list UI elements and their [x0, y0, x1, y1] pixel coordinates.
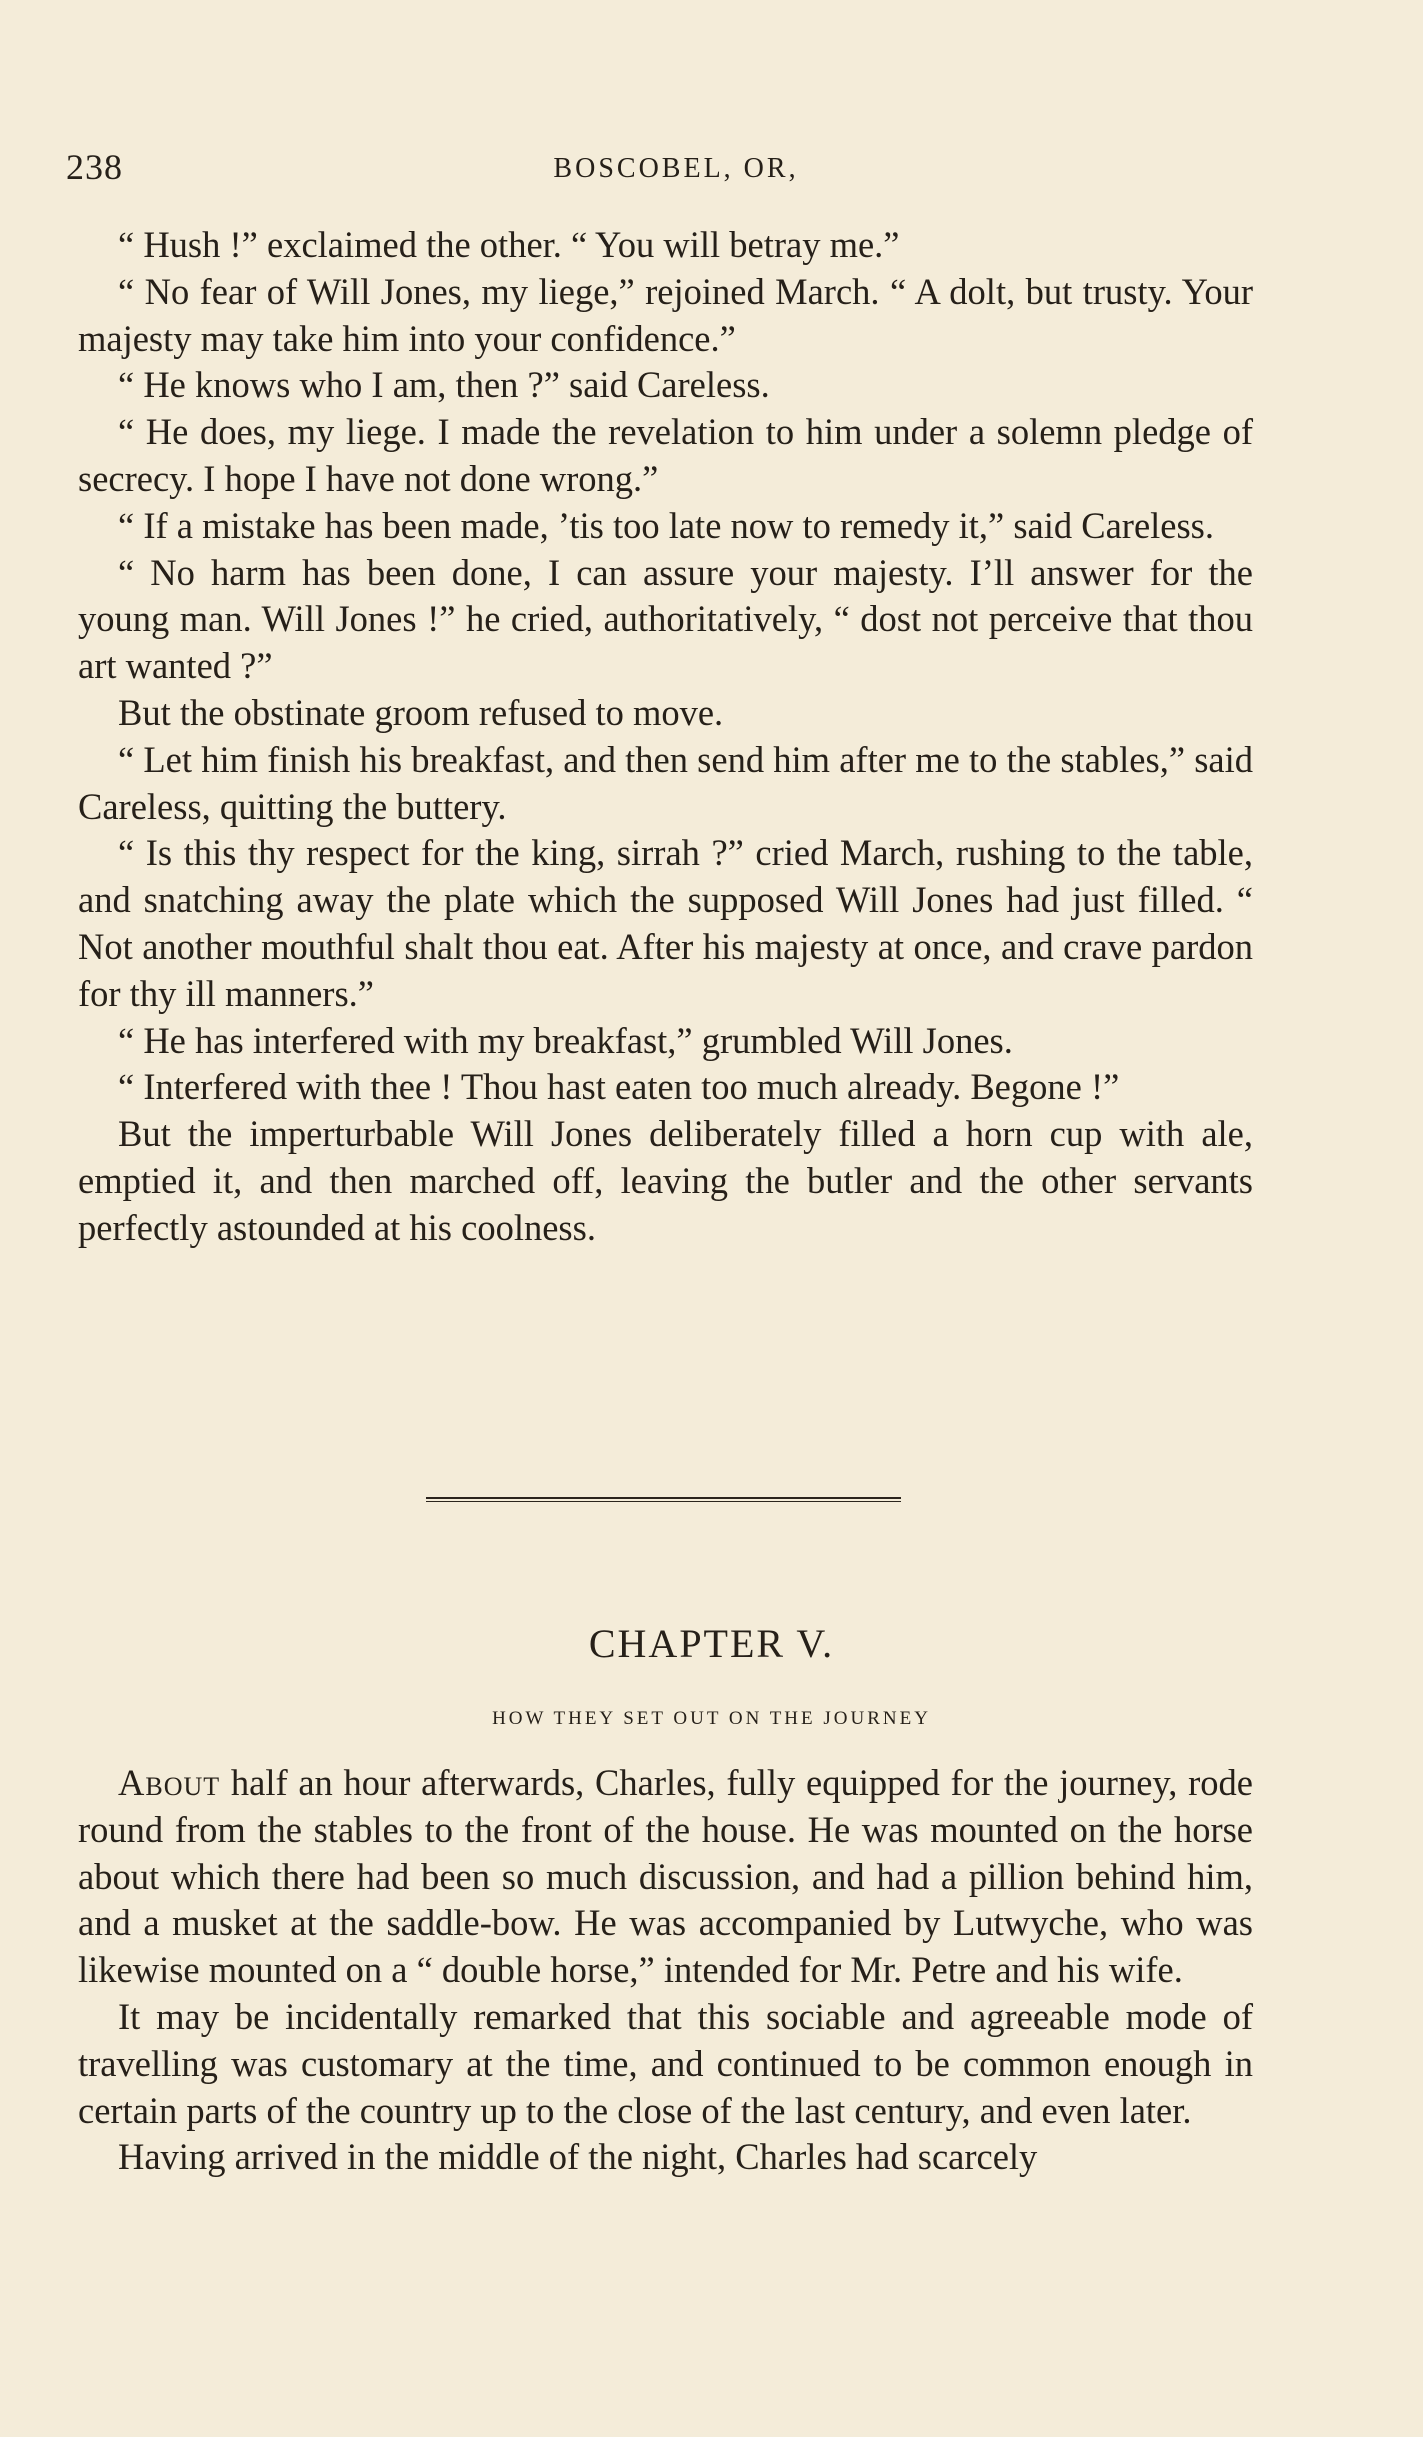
paragraph: “ He knows who I am, then ?” said Careless. — [118, 364, 770, 406]
paragraph: Having arrived in the middle of the night, Charles had scarcely — [118, 2136, 1038, 2178]
paragraph: But the imperturbable Will Jones deliberately filled a horn cup with ale, emptied it, and then marched off, leaving the butler and the other servants perfectly astounded at his coolness. — [78, 1113, 1253, 1248]
section-divider — [426, 1497, 901, 1502]
paragraph: “ He does, my liege. I made the revelation to him under a solemn pledge of secrecy. I hope I have not done wrong.” — [78, 411, 1253, 499]
paragraph: “ He has interfered with my breakfast,” grumbled Will Jones. — [118, 1019, 1013, 1061]
paragraph: “ Is this thy respect for the king, sirrah ?” cried March, rushing to the table, and snatching away the plate which the supposed Will Jones had just filled. “ Not another mouthful shalt thou eat. After his majesty at once, and crave pardon for thy ill manners.” — [78, 832, 1253, 1014]
running-head — [66, 146, 1286, 196]
paragraph: “ No fear of Will Jones, my liege,” rejoined March. “ A dolt, but trusty. Your majesty may take him into your confidence.” — [78, 270, 1253, 359]
paragraph: It may be incidentally remarked that this sociable and agreeable mode of travelling was customary at the time, and continued to be common enough in certain parts of the country up to the close of the last century, and even later. — [78, 1995, 1253, 2131]
passage-bottom — [78, 1760, 1253, 2181]
opening-paragraph-text: half an hour afterwards, Charles, fully equipped for the journey, rode round from the stables to the front of the house. He was mounted on the horse about which there had been so much discussion, and had a pillion behind him, and a musket at the saddle-bow. He was accompanied by Lutwyche, who was likewise mounted on a “ double horse,” intended for Mr. Petre and his wife. — [78, 1762, 1253, 1991]
passage-top — [78, 222, 1253, 1252]
paragraph: “ Let him finish his breakfast, and then send him after me to the stables,” said Careless, quitting the buttery. — [78, 738, 1253, 827]
opening-paragraph — [78, 1760, 1253, 1994]
chapter-title: CHAPTER V. — [588, 1621, 835, 1666]
paragraph: “ Hush !” exclaimed the other. “ You will betray me.” — [118, 224, 900, 265]
page-number: 238 — [66, 147, 123, 187]
paragraph: “ No harm has been done, I can assure your majesty. I’ll answer for the young man. Will Jones !” he cried, authoritatively, “ dost not perceive that thou art wanted ?” — [78, 551, 1253, 687]
paragraph: “ Interfered with thee ! Thou hast eaten too much already. Begone !” — [118, 1066, 1120, 1108]
paragraph: But the obstinate groom refused to move. — [118, 691, 724, 733]
paragraph: “ If a mistake has been made, ’tis too late now to remedy it,” said Careless. — [118, 504, 1215, 546]
opening-word: About — [118, 1762, 221, 1803]
running-title: BOSCOBEL, OR, — [553, 153, 799, 184]
chapter-subtitle: HOW THEY SET OUT ON THE JOURNEY — [492, 1708, 931, 1729]
